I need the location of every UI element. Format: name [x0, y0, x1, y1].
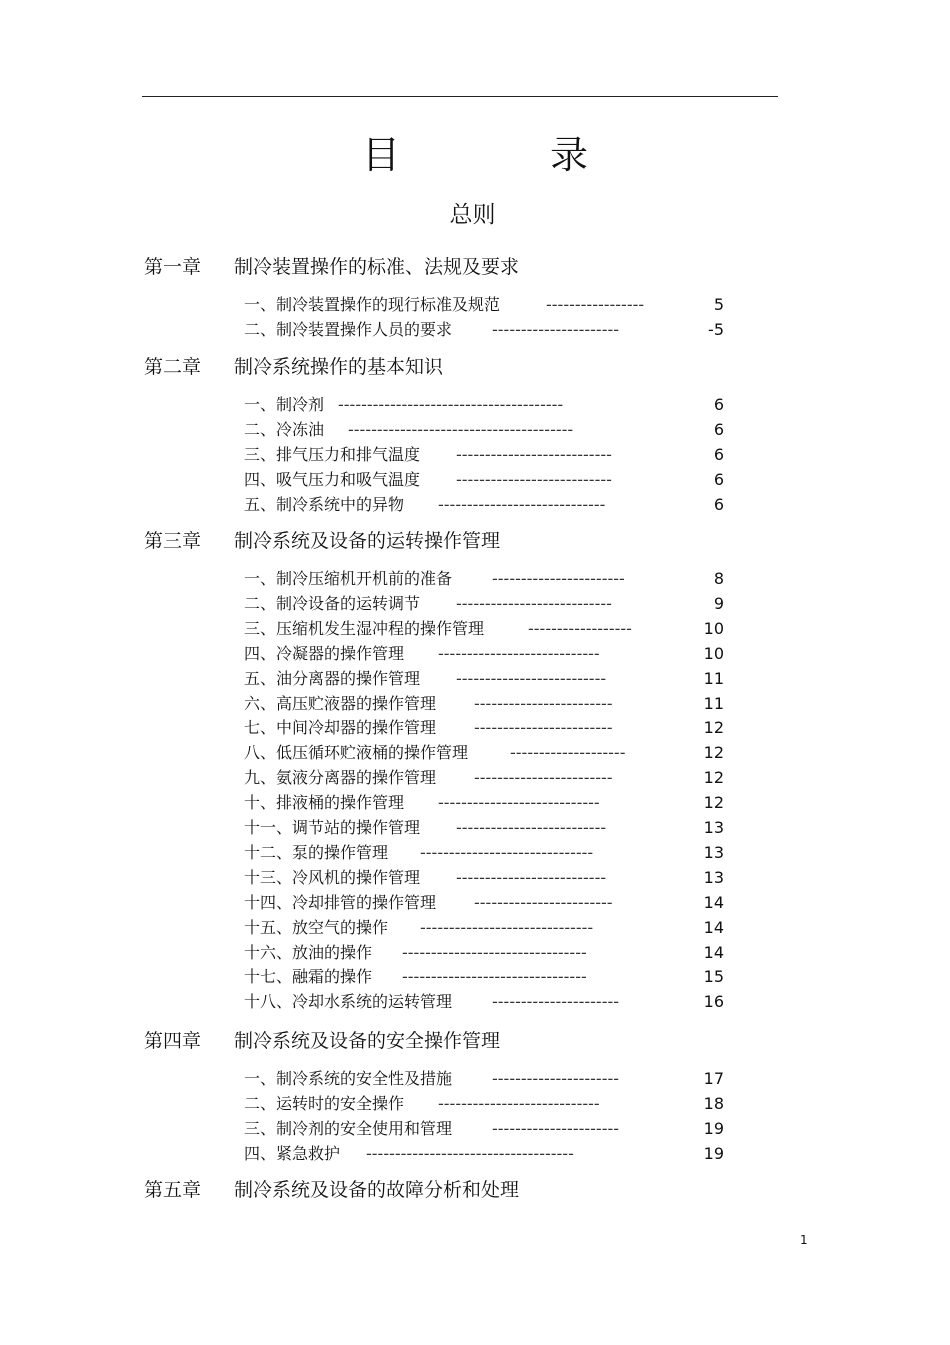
toc-entry-text: 十一、调节站的操作管理 — [244, 818, 421, 837]
toc-page-number: 5 — [713, 295, 724, 314]
toc-dot-leader: -------------------------- — [456, 868, 607, 887]
toc-entry[interactable] — [244, 319, 724, 341]
toc-entry[interactable] — [244, 419, 724, 441]
toc-dot-leader: ---------------------- — [492, 992, 620, 1011]
chapter-heading[interactable] — [144, 1028, 500, 1054]
toc-page-number: 13 — [703, 868, 724, 887]
chapter-heading[interactable] — [144, 354, 443, 380]
toc-dot-leader: ------------------ — [528, 619, 632, 638]
toc-entry-text: 十七、融霜的操作 — [244, 967, 373, 986]
toc-entry[interactable] — [244, 668, 724, 690]
toc-dot-leader: ------------------------------ — [420, 918, 594, 937]
toc-page-number: 6 — [713, 445, 724, 464]
toc-dot-leader: ------------------------ — [474, 694, 613, 713]
toc-page-number: 6 — [713, 420, 724, 439]
toc-entry[interactable] — [244, 942, 724, 964]
toc-dot-leader: --------------------------- — [456, 470, 612, 489]
chapter-heading[interactable] — [144, 528, 500, 554]
toc-dot-leader: ---------------------------- — [438, 644, 600, 663]
toc-page-number: 6 — [713, 395, 724, 414]
chapter-number: 第二章 — [144, 356, 202, 378]
chapter-title: 制冷装置操作的标准、法规及要求 — [234, 256, 520, 278]
toc-entry[interactable] — [244, 842, 724, 864]
toc-title-char-1: 目 — [362, 133, 401, 177]
chapter-number: 第五章 — [144, 1179, 202, 1201]
toc-entry-text: 十五、放空气的操作 — [244, 918, 389, 937]
toc-dot-leader: ------------------------------ — [420, 843, 594, 862]
toc-entry-text: 十二、泵的操作管理 — [244, 843, 389, 862]
toc-entry[interactable] — [244, 991, 724, 1013]
toc-title-char-2: 录 — [550, 133, 589, 177]
chapter-title: 制冷系统及设备的故障分析和处理 — [234, 1179, 520, 1201]
chapter-number: 第四章 — [144, 1030, 202, 1052]
toc-dot-leader: ------------------------ — [474, 718, 613, 737]
toc-entry-text: 七、中间冷却器的操作管理 — [244, 718, 437, 737]
toc-entry-text: 三、压缩机发生湿冲程的操作管理 — [244, 619, 485, 638]
toc-entry[interactable] — [244, 966, 724, 988]
toc-page-number: 12 — [703, 743, 724, 762]
toc-entry-text: 五、油分离器的操作管理 — [244, 669, 421, 688]
toc-page-number: 14 — [703, 918, 724, 937]
toc-dot-leader: -------------------- — [510, 743, 626, 762]
toc-entry-text: 一、制冷剂 — [244, 395, 325, 414]
toc-page-number: 19 — [703, 1119, 724, 1138]
toc-entry-text: 二、制冷装置操作人员的要求 — [244, 320, 453, 339]
toc-page-number: 12 — [703, 718, 724, 737]
toc-entry-text: 八、低压循环贮液桶的操作管理 — [244, 743, 469, 762]
toc-entry[interactable] — [244, 717, 724, 739]
toc-entry[interactable] — [244, 618, 724, 640]
toc-entry-text: 四、冷凝器的操作管理 — [244, 644, 405, 663]
toc-page-number: 6 — [713, 470, 724, 489]
toc-entry-text: 十三、冷风机的操作管理 — [244, 868, 421, 887]
toc-page-number: 6 — [713, 495, 724, 514]
toc-page-number: 11 — [703, 669, 724, 688]
toc-page-number: 18 — [703, 1094, 724, 1113]
toc-entry-text: 九、氨液分离器的操作管理 — [244, 768, 437, 787]
toc-entry[interactable] — [244, 693, 724, 715]
toc-entry[interactable] — [244, 742, 724, 764]
toc-dot-leader: -------------------------- — [456, 818, 607, 837]
toc-entry[interactable] — [244, 394, 724, 416]
toc-dot-leader: --------------------------- — [456, 445, 612, 464]
toc-entry[interactable] — [244, 917, 724, 939]
toc-entry[interactable] — [244, 867, 724, 889]
toc-dot-leader: --------------------------------------- — [348, 420, 574, 439]
toc-entry-text: 二、运转时的安全操作 — [244, 1094, 405, 1113]
toc-dot-leader: -------------------------- — [456, 669, 607, 688]
toc-entry[interactable] — [244, 792, 724, 814]
toc-page-number: 13 — [703, 818, 724, 837]
chapter-number: 第三章 — [144, 530, 202, 552]
toc-page-number: 8 — [713, 569, 724, 588]
toc-page-number: 15 — [703, 967, 724, 986]
toc-entry[interactable] — [244, 444, 724, 466]
toc-entry[interactable] — [244, 1068, 724, 1090]
toc-page-number: 11 — [703, 694, 724, 713]
top-rule — [142, 96, 778, 97]
toc-entry-text: 十八、冷却水系统的运转管理 — [244, 992, 453, 1011]
toc-dot-leader: --------------------------------------- — [338, 395, 564, 414]
toc-dot-leader: ------------------------ — [474, 893, 613, 912]
toc-dot-leader: ----------------------- — [492, 569, 625, 588]
toc-entry[interactable] — [244, 892, 724, 914]
toc-dot-leader: --------------------------- — [456, 594, 612, 613]
toc-page-number: 13 — [703, 843, 724, 862]
toc-entry-text: 一、制冷装置操作的现行标准及规范 — [244, 295, 501, 314]
toc-page-number: 14 — [703, 893, 724, 912]
toc-page-number: 17 — [703, 1069, 724, 1088]
chapter-heading[interactable] — [144, 1177, 519, 1203]
toc-page-number: 16 — [703, 992, 724, 1011]
toc-page-number: 10 — [703, 619, 724, 638]
toc-entry-text: 十六、放油的操作 — [244, 943, 373, 962]
toc-subtitle: 总则 — [449, 202, 496, 228]
chapter-heading[interactable] — [144, 254, 519, 280]
chapter-title: 制冷系统及设备的运转操作管理 — [234, 530, 501, 552]
toc-entry-text: 四、吸气压力和吸气温度 — [244, 470, 421, 489]
toc-dot-leader: -------------------------------- — [402, 943, 587, 962]
toc-dot-leader: ---------------------------- — [438, 1094, 600, 1113]
toc-entry[interactable] — [244, 568, 724, 590]
toc-entry-text: 四、紧急救护 — [244, 1144, 341, 1163]
chapter-title: 制冷系统操作的基本知识 — [234, 356, 444, 378]
toc-dot-leader: ---------------------- — [492, 320, 620, 339]
toc-dot-leader: ---------------------- — [492, 1069, 620, 1088]
toc-entry-text: 三、制冷剂的安全使用和管理 — [244, 1119, 453, 1138]
toc-entry-text: 二、制冷设备的运转调节 — [244, 594, 421, 613]
toc-entry[interactable] — [244, 817, 724, 839]
toc-entry-text: 六、高压贮液器的操作管理 — [244, 694, 437, 713]
toc-entry[interactable] — [244, 294, 724, 316]
toc-page-number: -5 — [708, 320, 724, 339]
toc-entry[interactable] — [244, 1143, 724, 1165]
toc-page-number: 10 — [703, 644, 724, 663]
toc-entry[interactable] — [244, 767, 724, 789]
toc-entry-text: 十四、冷却排管的操作管理 — [244, 893, 437, 912]
chapter-number: 第一章 — [144, 256, 202, 278]
toc-dot-leader: ------------------------ — [474, 768, 613, 787]
toc-entry[interactable] — [244, 469, 724, 491]
toc-dot-leader: ---------------------------- — [438, 793, 600, 812]
toc-entry-text: 三、排气压力和排气温度 — [244, 445, 421, 464]
toc-dot-leader: ------------------------------------ — [366, 1144, 574, 1163]
toc-page-number: 14 — [703, 943, 724, 962]
toc-entry-text: 一、制冷系统的安全性及措施 — [244, 1069, 453, 1088]
toc-entry[interactable] — [244, 593, 724, 615]
toc-entry-text: 一、制冷压缩机开机前的准备 — [244, 569, 453, 588]
chapter-title: 制冷系统及设备的安全操作管理 — [234, 1030, 501, 1052]
toc-entry-text: 五、制冷系统中的异物 — [244, 495, 405, 514]
toc-entry[interactable] — [244, 643, 724, 665]
toc-entry[interactable] — [244, 494, 724, 516]
toc-page-number: 19 — [703, 1144, 724, 1163]
toc-page-number: 9 — [713, 594, 724, 613]
toc-title — [0, 130, 950, 180]
toc-entry[interactable] — [244, 1093, 724, 1115]
toc-page-number: 12 — [703, 793, 724, 812]
toc-dot-leader: -------------------------------- — [402, 967, 587, 986]
toc-dot-leader: ----------------- — [546, 295, 645, 314]
toc-entry-text: 二、冷冻油 — [244, 420, 325, 439]
toc-page-number: 12 — [703, 768, 724, 787]
toc-entry-text: 十、排液桶的操作管理 — [244, 793, 405, 812]
page-number: 1 — [800, 1233, 808, 1247]
toc-entry[interactable] — [244, 1118, 724, 1140]
toc-dot-leader: ---------------------- — [492, 1119, 620, 1138]
toc-dot-leader: ----------------------------- — [438, 495, 606, 514]
